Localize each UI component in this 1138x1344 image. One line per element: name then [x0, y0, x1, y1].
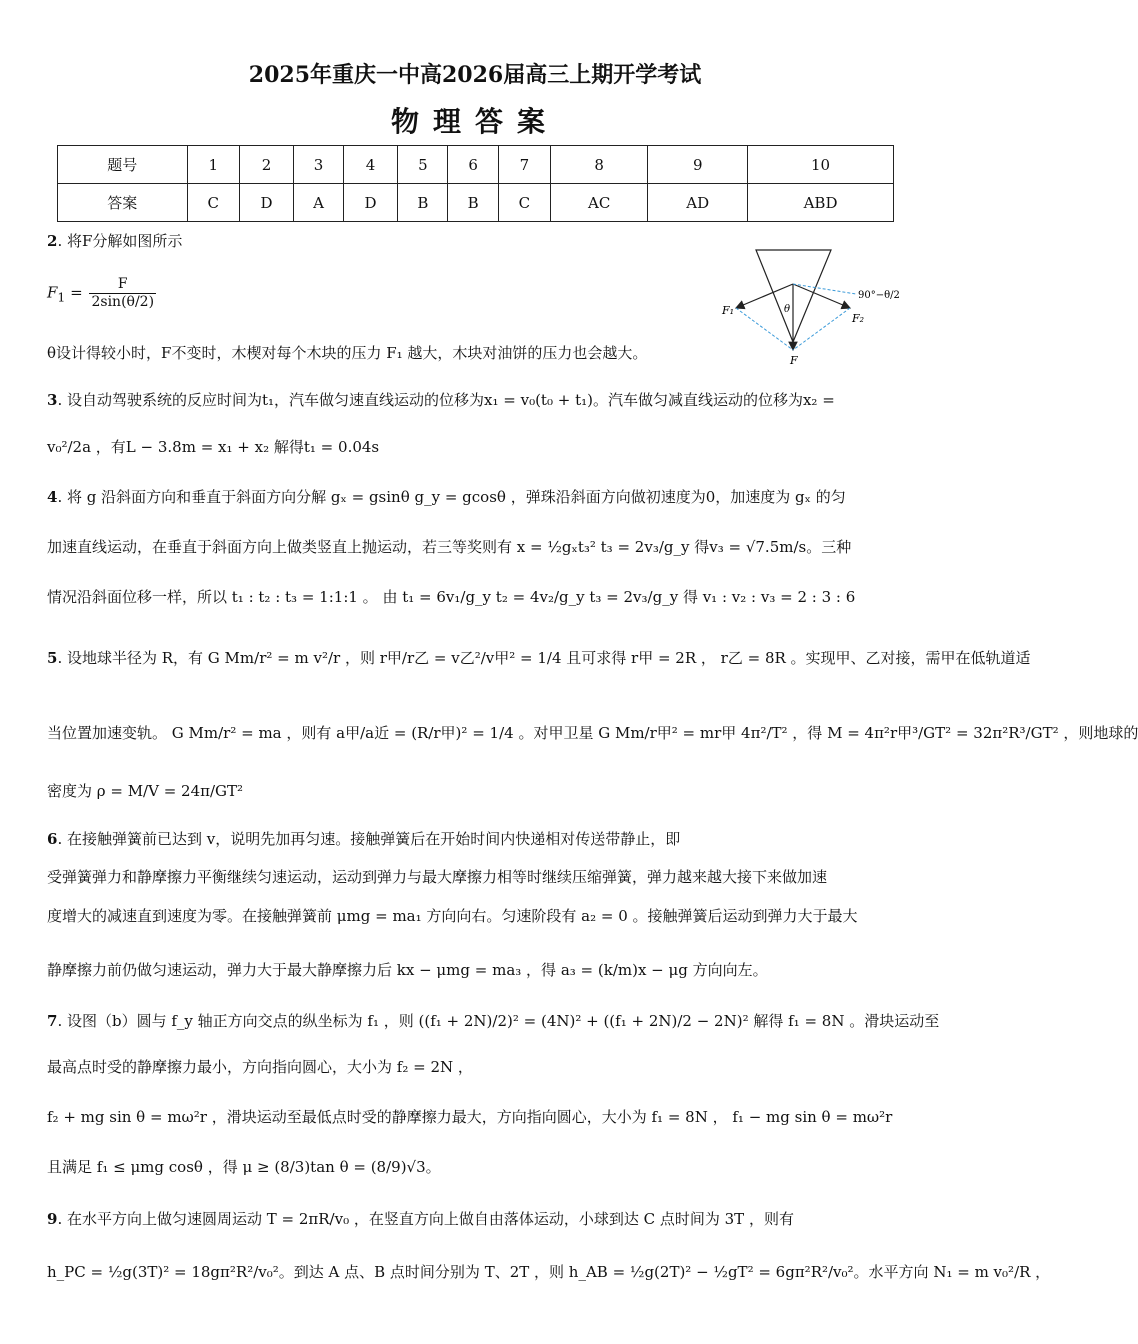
q6-line1-text: . 在接触弹簧前已达到 v，说明先加再匀速。接触弹簧后在开始时间内快递相对传送带静止，即 [57, 830, 681, 848]
q6-line3: 度增大的减速直到速度为零。在接触弹簧前 μmg = ma₁ 方向向右。匀速阶段有 a₂ = 0 。接触弹簧后运动到弹力大于最大 [47, 907, 858, 925]
q7-line1 [47, 1011, 940, 1031]
q3-line1 [47, 390, 915, 410]
q7-number: 7 [47, 1012, 58, 1030]
answer-cell: C [498, 184, 550, 222]
q9-line2: h_PC = ½g(3T)² = 18gπ²R²/v₀²。到达 A 点、B 点时间分别为 T、2T ，则 h_AB = ½g(2T)² − ½gT² = 6gπ²R²/v₀²。水平方向 N₁ = m v₀²/R ， [47, 1263, 1051, 1281]
question-number: 10 [748, 146, 894, 184]
dashed-line [793, 284, 856, 294]
q9-line1-text: . 在水平方向上做匀速圆周运动 T = 2πR/v₀ ，在竖直方向上做自由落体运动，小球到达 C 点时间为 3T ，则有 [57, 1210, 794, 1228]
question-number: 1 [187, 146, 239, 184]
question-number-row [58, 146, 894, 184]
q3-line2: v₀²/2a ，有L − 3.8m = x₁ + x₂ 解得t₁ = 0.04s [47, 438, 380, 456]
dashed-line [793, 308, 850, 350]
answer-row [58, 184, 894, 222]
label-theta: θ [784, 304, 791, 315]
q2-intro-text: . 将F分解如图所示 [57, 232, 183, 250]
q7-line3: f₂ + mg sin θ = mω²r ，滑块运动至最低点时受的静摩擦力最大，方向指向圆心，大小为 f₁ = 8N ， f₁ − mg sin θ = mω²r [47, 1108, 893, 1126]
q9-line1 [47, 1209, 915, 1229]
q2-number: 2 [47, 232, 58, 250]
answer-cell: B [398, 184, 448, 222]
fraction-denominator: 2sin(θ/2) [91, 294, 155, 310]
q5-line2: 当位置加速变轨。 G Mm/r² = ma ，则有 a甲/a近 = (R/r甲)² = 1/4 。对甲卫星 G Mm/r甲² = mr甲 4π²/T² ，得 M = 4π²r甲³/GT² = 32π²R³/GT² ，则地球的 [47, 724, 1138, 742]
row-label: 题号 [58, 146, 188, 184]
exam-title: 2025年重庆一中高2026届高三上期开学考试 [248, 62, 702, 88]
q7-line1-text: . 设图（b）圆与 f_y 轴正方向交点的纵坐标为 f₁ ，则 ((f₁ + 2N)/2)² = (4N)² + ((f₁ + 2N)/2 − 2N)² 解得 f₁ = 8N 。滑块运动至 [57, 1012, 940, 1030]
q6-line2: 受弹簧弹力和静摩擦力平衡继续匀速运动，运动到弹力与最大摩擦力相等时继续压缩弹簧，弹力越来越大接下来做加速 [47, 868, 828, 886]
answer-cell: D [239, 184, 293, 222]
f1-subscript: 1 [57, 289, 66, 305]
answer-table [57, 145, 894, 222]
q4-line3: 情况沿斜面位移一样，所以 t₁ : t₂ : t₃ = 1:1:1 。 由 t₁ = 6v₁/g_y t₂ = 4v₂/g_y t₃ = 2v₃/g_y 得 v₁ : v₂ : v₃ = 2 : 3 : 6 [47, 588, 856, 606]
q5-number: 5 [47, 649, 58, 667]
q4-line1 [47, 487, 915, 507]
answer-cell: D [343, 184, 397, 222]
question-number: 8 [550, 146, 647, 184]
equals-sign: = [65, 283, 88, 302]
answer-cell: C [187, 184, 239, 222]
q4-line2: 加速直线运动，在垂直于斜面方向上做类竖直上抛运动，若三等奖则有 x = ½gₓt₃² t₃ = 2v₃/g_y 得v₃ = √7.5m/s。三种 [47, 538, 852, 556]
q2-conclusion: θ设计得较小时，F不变时，木楔对每个木块的压力 F₁ 越大，木块对油饼的压力也会越大。 [47, 344, 648, 362]
question-number: 3 [294, 146, 344, 184]
answer-cell: ABD [748, 184, 894, 222]
question-number: 6 [448, 146, 498, 184]
q7-line2: 最高点时受的静摩擦力最小，方向指向圆心，大小为 f₂ = 2N ， [47, 1058, 473, 1076]
row-label: 答案 [58, 184, 188, 222]
question-number: 9 [648, 146, 748, 184]
exam-subtitle: 物理答案 [390, 105, 559, 138]
answer-cell: AC [550, 184, 647, 222]
label-f: F [790, 354, 798, 367]
q6-line4: 静摩擦力前仍做匀速运动，弹力大于最大静摩擦力后 kx − μmg = ma₃ ，得 a₃ = (k/m)x − μg 方向向左。 [47, 961, 768, 979]
q4-number: 4 [47, 488, 58, 506]
question-number: 7 [498, 146, 550, 184]
f1-symbol: F [47, 283, 58, 302]
answer-cell: AD [648, 184, 748, 222]
force-decomposition-diagram [716, 242, 906, 370]
f2-arrow [793, 284, 850, 308]
q6-line1 [47, 829, 915, 849]
q5-line3: 密度为 ρ = M/V = 24π/GT² [47, 782, 244, 800]
q2-fraction [89, 276, 156, 311]
label-angle: 90°−θ/2 [858, 290, 900, 301]
q9-number: 9 [47, 1210, 58, 1228]
q3-number: 3 [47, 391, 58, 409]
q5-line1-text: . 设地球半径为 R，有 G Mm/r² = m v²/r ，则 r甲/r乙 = v乙²/v甲² = 1/4 且可求得 r甲 = 2R ， r乙 = 8R 。实现甲、乙对接，需甲在低轨道适 [57, 649, 1031, 667]
q3-line1-text: . 设自动驾驶系统的反应时间为t₁，汽车做匀速直线运动的位移为x₁ = v₀(t₀ + t₁)。汽车做匀减直线运动的位移为x₂ = [57, 391, 835, 409]
question-number: 5 [398, 146, 448, 184]
q6-number: 6 [47, 830, 58, 848]
q4-line1-text: . 将 g 沿斜面方向和垂直于斜面方向分解 gₓ = gsinθ g_y = gcosθ ，弹珠沿斜面方向做初速度为0，加速度为 gₓ 的匀 [57, 488, 846, 506]
fraction-numerator: F [89, 276, 156, 294]
q5-line1 [47, 648, 1031, 668]
answer-cell: A [294, 184, 344, 222]
label-f1: F₁ [722, 304, 735, 317]
label-f2: F₂ [852, 312, 865, 325]
question-number: 4 [343, 146, 397, 184]
q7-line4: 且满足 f₁ ≤ μmg cosθ ，得 μ ≥ (8/3)tan θ = (8/9)√3。 [47, 1158, 441, 1176]
answer-cell: B [448, 184, 498, 222]
question-number: 2 [239, 146, 293, 184]
